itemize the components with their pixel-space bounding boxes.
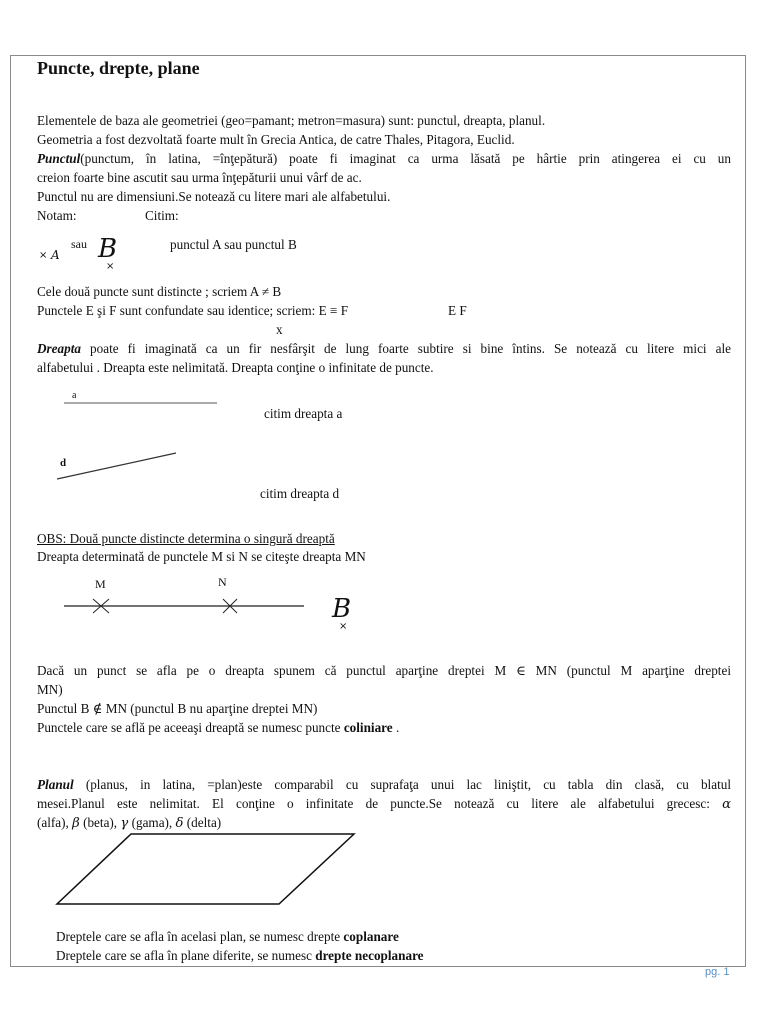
dreapta-definition-text: poate fi imaginată ca un fir nesfârşit de lung foarte subtire si bine întins. Se notează cu litere mici ale	[90, 341, 732, 356]
point-b-label: B	[98, 234, 118, 264]
line-a-label: a	[72, 390, 77, 401]
alpha-name: (alfa),	[37, 815, 69, 830]
beta-name: (beta),	[83, 815, 118, 830]
sau-label: sau	[71, 237, 87, 251]
non-membership: Punctul B ∉ MN (punctul B nu aparţine dreptei MN)	[37, 701, 318, 716]
intro-line-2: Geometria a fost dezvoltată foarte mult în Grecia Antica, de catre Thales, Pitagora, Euclid.	[37, 132, 515, 147]
point-reading: punctul A sau punctul B	[170, 237, 297, 252]
plan-definition-line-2-text: mesei.Planul este nelimitat. El conţine o infinitate de puncte.Se notează cu litere ale alfabetului grecesc:	[37, 796, 710, 811]
beta-symbol: β	[72, 816, 80, 831]
plan-term: Planul	[37, 777, 74, 792]
point-b-off-line: B	[332, 594, 352, 624]
line-d-label: d	[60, 457, 67, 469]
notam-label: Notam:	[37, 208, 77, 223]
noncoplanar-text: Dreptele care se afla în plane diferite, se numesc	[56, 948, 316, 963]
plan-definition-text: (planus, in latina, =plan)este comparabil cu suprafaţa unui lac liniştit, cu tabla din clasă, cu blatul	[85, 777, 731, 792]
dreapta-definition-line-2: alfabetului . Dreapta este nelimitată. Dreapta conţine o infinitate de puncte.	[37, 360, 434, 375]
membership-line-1: Dacă un punct se afla pe o dreapta spunem că punctul aparţine dreptei M ∈ MN (punctul M aparţine dreptei	[37, 663, 731, 678]
point-b-mark: ×	[106, 261, 115, 272]
punct-notation: Punctul nu are dimensiuni.Se notează cu litere mari ale alfabetului.	[37, 189, 391, 204]
delta-symbol: δ	[175, 816, 184, 831]
ef-label: E F	[448, 303, 467, 318]
punct-definition-line-2: creion foarte bine ascutit sau urma înţepăturii unui vârf de ac.	[37, 170, 362, 185]
citim-label: Citim:	[145, 208, 179, 223]
page-number: pg. 1	[705, 966, 730, 978]
collinear-term: coliniare	[343, 720, 393, 735]
coplanar-term: coplanare	[343, 929, 399, 944]
punct-definition-text: (punctum, în latina, =înţepătură) poate fi imaginat ca urma lăsată pe hârtie prin atingerea ei cu un	[80, 151, 731, 166]
read-line-a: citim dreapta a	[264, 406, 343, 421]
point-a-label: A	[51, 248, 60, 262]
identical-points: Punctele E şi F sunt confundate sau identice; scriem: E ≡ F	[37, 303, 349, 318]
read-line-d: citim dreapta d	[260, 486, 340, 501]
intro-line-1: Elementele de baza ale geometriei (geo=pamant; metron=masura) sunt: punctul, dreapta, planul.	[37, 113, 546, 128]
point-b-off-line-mark: ×	[339, 621, 348, 632]
gamma-symbol: γ	[120, 816, 129, 831]
gamma-name: (gama),	[131, 815, 173, 830]
noncoplanar-term: drepte necoplanare	[315, 948, 424, 963]
collinear-text: Punctele care se află pe aceeaşi dreaptă se numesc puncte	[37, 720, 344, 735]
dreapta-term: Dreapta	[37, 341, 81, 356]
membership-line-2: MN)	[37, 682, 63, 697]
ef-mark: x	[276, 322, 283, 337]
obs-note-text: OBS: Două puncte distincte determina o singură dreaptă	[37, 531, 335, 546]
mn-line-text: Dreapta determinată de punctele M si N se citeşte dreapta MN	[37, 549, 366, 564]
coplanar-text: Dreptele care se afla în acelasi plan, se numesc drepte	[56, 929, 344, 944]
point-a-mark: ×	[39, 250, 48, 261]
collinear-end: .	[392, 720, 400, 735]
distinct-points: Cele două puncte sunt distincte ; scriem A ≠ B	[37, 284, 282, 299]
line-d	[57, 453, 176, 479]
plane-parallelogram	[57, 834, 354, 904]
label-m: M	[95, 577, 106, 591]
delta-name: (delta)	[186, 815, 222, 830]
page-title: Puncte, drepte, plane	[37, 58, 200, 78]
punct-term: Punctul	[37, 151, 81, 166]
alpha-symbol: α	[722, 797, 732, 812]
label-n: N	[218, 575, 227, 589]
